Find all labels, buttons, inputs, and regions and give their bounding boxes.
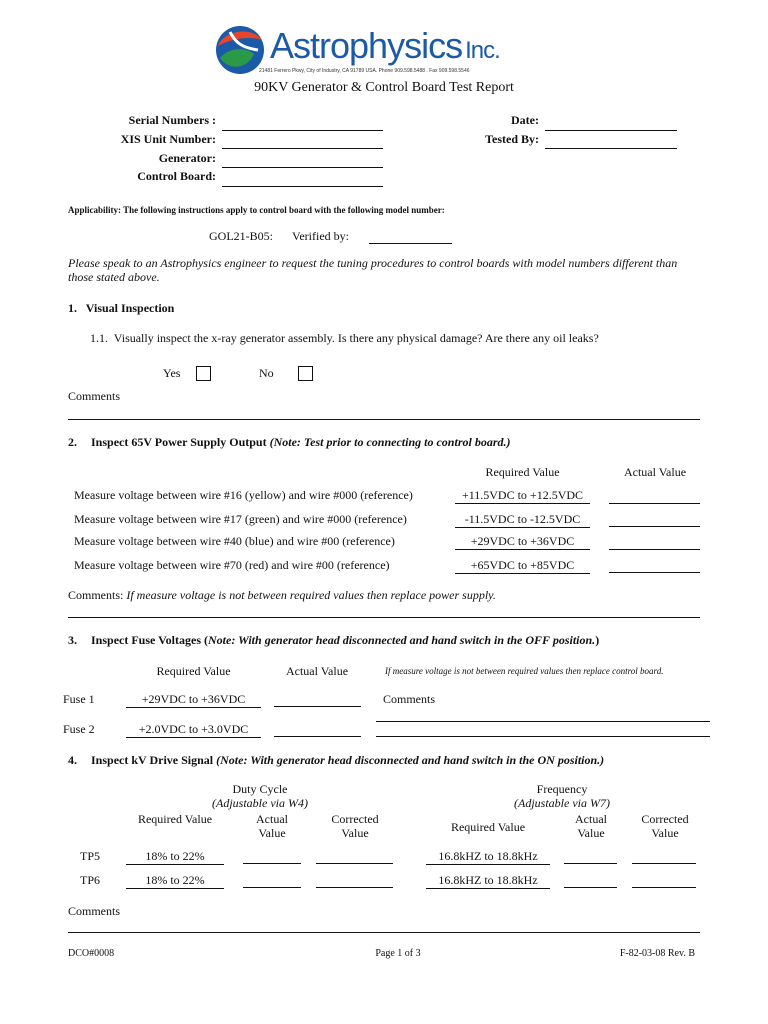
frequency-sub: (Adjustable via W7): [514, 796, 610, 810]
s2-row-4-label: Measure voltage between wire #70 (red) and wire #00 (reference): [74, 558, 390, 572]
date-label: Date:: [511, 113, 539, 127]
section-2-number: 2.: [68, 435, 77, 449]
s3-comments-field-2[interactable]: [376, 736, 710, 737]
fuse-2-actual-field[interactable]: [274, 736, 361, 737]
section-4-comments-field[interactable]: [68, 932, 700, 933]
footer-rev: F-82-03-08 Rev. B: [619, 948, 695, 959]
s2-row-3-required: +29VDC to +36VDC: [455, 534, 590, 550]
s2-row-2-label: Measure voltage between wire #17 (green) and wire #000 (reference): [74, 512, 407, 526]
applicability-text: Applicability: The following instructions apply to control board with the following model number:: [68, 205, 445, 215]
s2-row-4-required: +65VDC to +85VDC: [455, 558, 590, 574]
section-2-comments: [68, 588, 496, 603]
tp5-freq-corrected-field[interactable]: [632, 863, 696, 864]
s2-row-2-required: -11.5VDC to -12.5VDC: [455, 512, 590, 528]
section-4-comments-label: Comments: [68, 904, 121, 918]
s2-row-1-required: +11.5VDC to +12.5VDC: [455, 488, 590, 504]
footer-dco: DCO#0008: [68, 948, 115, 959]
tested-by-label: Tested By:: [485, 132, 539, 146]
control-board-label: Control Board:: [137, 169, 216, 183]
section-2-comments-field[interactable]: [68, 617, 700, 618]
frequency-title: Frequency: [536, 782, 588, 796]
s2-comments-text: If measure voltage is not between required values then replace power supply.: [126, 588, 496, 602]
s4-duty-col-actual: [240, 812, 304, 840]
s4-freq-col-actual: [560, 812, 622, 840]
applicability-note: Please speak to an Astrophysics engineer to request the tuning procedures to control boards with model numbers different than those stated above.: [68, 256, 678, 284]
section-3-heading: [68, 633, 599, 648]
page-title: 90KV Generator & Control Board Test Report: [254, 80, 514, 95]
control-board-field[interactable]: [222, 186, 383, 187]
s2-col-required: Required Value: [485, 465, 560, 479]
tp5-duty-required: 18% to 22%: [126, 849, 224, 865]
fuse-1-label: Fuse 1: [63, 692, 95, 706]
section-4-note: (Note: With generator head disconnected and hand switch in the ON position.): [216, 753, 605, 767]
footer-page: Page 1 of 3: [375, 948, 421, 959]
section-2-title: Inspect 65V Power Supply Output: [91, 435, 267, 449]
no-checkbox[interactable]: [298, 366, 313, 381]
s4-freq-corrected-1: Corrected: [641, 812, 689, 826]
xis-label: XIS Unit Number:: [120, 132, 216, 146]
section-4-heading: [68, 753, 604, 768]
s4-freq-col-required: Required Value: [450, 820, 526, 834]
s2-comments-label: Comments:: [68, 588, 124, 602]
no-label: No: [259, 366, 274, 380]
tp6-freq-required: 16.8kHZ to 18.8kHz: [426, 873, 550, 889]
s4-duty-col-required: Required Value: [137, 812, 213, 826]
s2-row-4-actual-field[interactable]: [609, 572, 700, 573]
fuse-2-label: Fuse 2: [63, 722, 95, 736]
section-3-number: 3.: [68, 633, 77, 647]
generator-field[interactable]: [222, 167, 383, 168]
s2-col-actual: Actual Value: [623, 465, 687, 479]
company-address: 21481 Ferrero Pkwy, City of Industry, CA 91789 USA. Phone 909.598.5488 . Fax 909.598.5546: [259, 68, 470, 74]
tp5-freq-actual-field[interactable]: [564, 863, 617, 864]
s4-freq-corrected-2: Value: [651, 826, 679, 840]
section-2-heading: [68, 435, 510, 450]
yes-checkbox[interactable]: [196, 366, 211, 381]
s2-row-3-label: Measure voltage between wire #40 (blue) and wire #00 (reference): [74, 534, 395, 548]
tp6-duty-required: 18% to 22%: [126, 873, 224, 889]
verified-by-field[interactable]: [369, 243, 452, 244]
s4-freq-actual-2: Value: [577, 826, 605, 840]
section-3-note: Note: With generator head disconnected and hand switch in the OFF position.: [208, 633, 596, 647]
tp5-duty-corrected-field[interactable]: [316, 863, 393, 864]
section-1-comments-label: Comments: [68, 389, 121, 403]
xis-field[interactable]: [222, 148, 383, 149]
duty-cycle-sub: (Adjustable via W4): [212, 796, 308, 810]
serial-field[interactable]: [222, 130, 383, 131]
tp5-freq-required: 16.8kHZ to 18.8kHz: [426, 849, 550, 865]
company-name: Astrophysics: [270, 25, 463, 66]
generator-label: Generator:: [158, 151, 216, 165]
fuse-1-required: +29VDC to +36VDC: [126, 692, 261, 708]
s3-comments-field-1[interactable]: [376, 721, 710, 722]
serial-label: Serial Numbers :: [128, 113, 216, 127]
tp5-duty-actual-field[interactable]: [243, 863, 301, 864]
s3-col-required: Required Value: [156, 664, 231, 678]
s4-duty-actual-1: Actual: [256, 812, 288, 826]
s4-freq-actual-1: Actual: [575, 812, 607, 826]
s4-duty-col-corrected: [316, 812, 394, 840]
s3-col-actual: Actual Value: [285, 664, 349, 678]
tp6-freq-corrected-field[interactable]: [632, 887, 696, 888]
section-4-title: Inspect kV Drive Signal: [91, 753, 214, 767]
model-number: GOL21-B05:: [209, 229, 273, 243]
tp5-label: TP5: [80, 849, 101, 863]
section-1-comments-field[interactable]: [68, 419, 700, 420]
section-4-number: 4.: [68, 753, 77, 767]
tp6-freq-actual-field[interactable]: [564, 887, 617, 888]
date-field[interactable]: [545, 130, 677, 131]
fuse-1-actual-field[interactable]: [274, 706, 361, 707]
fuse-2-required: +2.0VDC to +3.0VDC: [126, 722, 261, 738]
tested-by-field[interactable]: [545, 148, 677, 149]
s4-freq-col-corrected: [627, 812, 703, 840]
tp6-label: TP6: [80, 873, 101, 887]
s2-row-2-actual-field[interactable]: [609, 526, 700, 527]
s4-duty-corrected-1: Corrected: [331, 812, 379, 826]
section-2-note: (Note: Test prior to connecting to control board.): [269, 435, 511, 449]
s2-row-1-label: Measure voltage between wire #16 (yellow) and wire #000 (reference): [74, 488, 413, 502]
s2-row-1-actual-field[interactable]: [609, 503, 700, 504]
company-suffix: Inc.: [465, 37, 500, 64]
s2-row-3-actual-field[interactable]: [609, 549, 700, 550]
s3-comments-label: Comments: [383, 692, 436, 706]
tp6-duty-actual-field[interactable]: [243, 887, 301, 888]
tp6-duty-corrected-field[interactable]: [316, 887, 393, 888]
duty-cycle-title: Duty Cycle: [232, 782, 288, 796]
verified-by-label: Verified by:: [292, 229, 349, 243]
section-3-title: Inspect Fuse Voltages (: [91, 633, 209, 647]
section-1-item: 1.1. Visually inspect the x-ray generator assembly. Is there any physical damage? Are there any oil leaks?: [90, 331, 599, 345]
s4-duty-actual-2: Value: [258, 826, 286, 840]
section-1-heading: 1. Visual Inspection: [68, 301, 175, 315]
s3-hint: If measure voltage is not between required values then replace control board.: [385, 666, 664, 676]
yes-label: Yes: [163, 366, 181, 380]
section-3-title-end: ): [595, 633, 600, 647]
s4-duty-corrected-2: Value: [341, 826, 369, 840]
